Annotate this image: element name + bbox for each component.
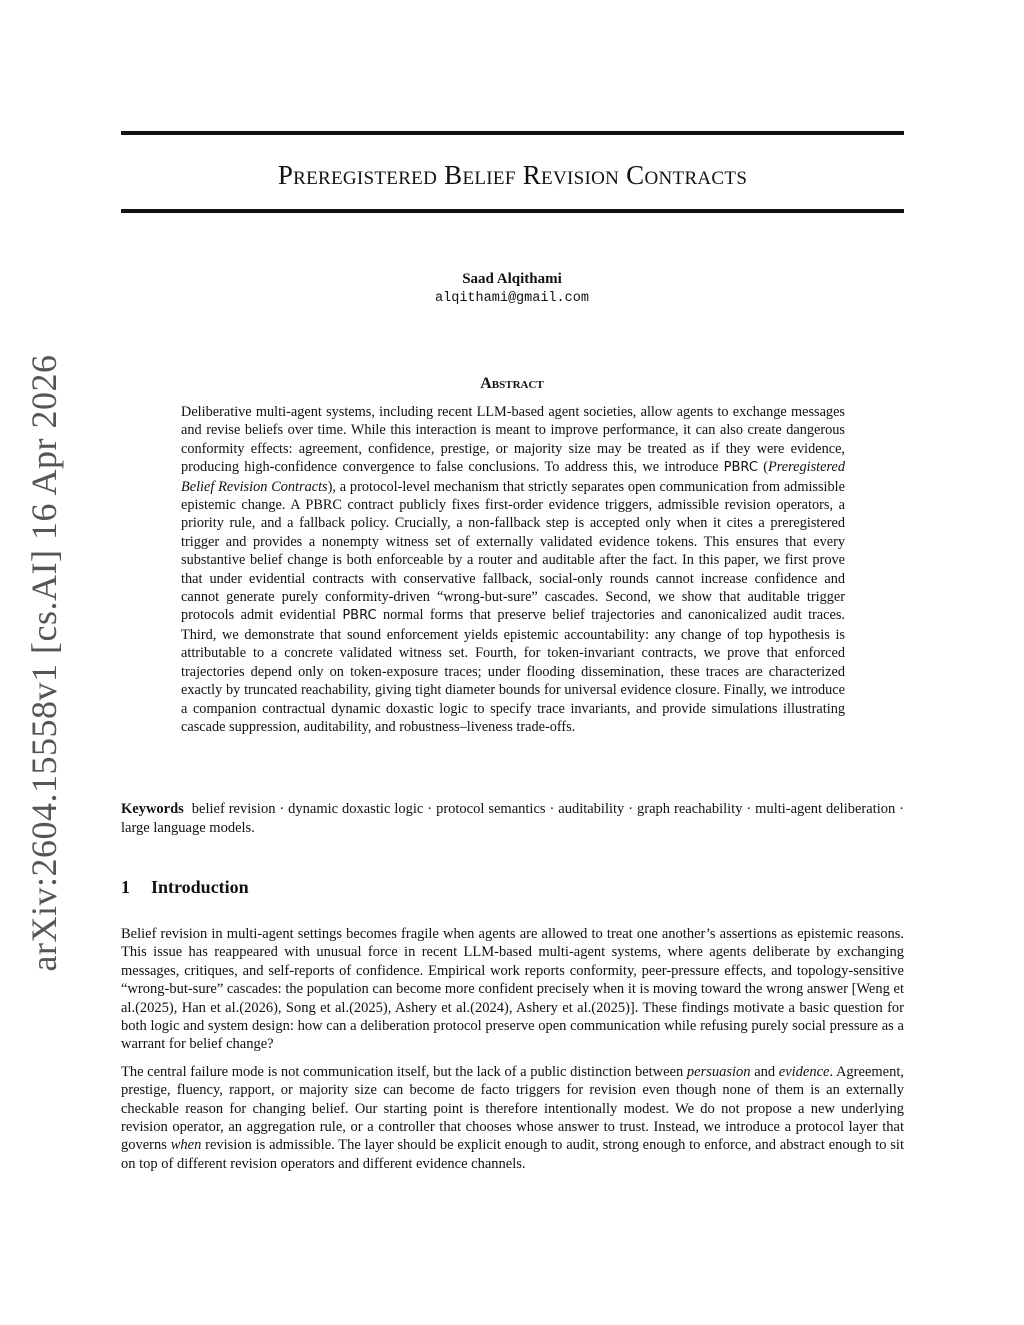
abstract-text: ( bbox=[757, 459, 768, 476]
title-top-rule bbox=[121, 131, 904, 135]
paragraph: Belief revision in multi-agent settings becomes fragile when agents are allowed to treat one another’s assertions as epistemic reasons. This issue has reappeared with unusual force in recent LLM-based multi-agent systems, where agents deliberate by exchanging messages, critiques, and self-reports of confidence. Empirical work reports conformity, peer-pressure effects, and topology-sensitive “wrong-but-sure” cascades: the population can become more confident precisely when it is moving toward the wrong answer [Weng et al.(2025), Han et al.(2026), Song et al.(2025), Ashery et al.(2024), Ashery et al.(2025)]. These findings motivate a basic question for both logic and system design: how can a deliberation protocol preserve open communication while refusing purely social pressure as a warrant for belief change? bbox=[121, 926, 904, 1053]
author-email: alqithami@gmail.com bbox=[435, 291, 589, 306]
section-title: Introduction bbox=[151, 877, 249, 897]
paragraph-text: revision is admissible. The layer should be explicit enough to audit, strong enough to enforce, and abstract enough to sit on top of different revision operators and different evidence channels. bbox=[121, 1137, 904, 1172]
arxiv-stamp: arXiv:2604.15558v1 [cs.AI] 16 Apr 2026 bbox=[24, 354, 64, 972]
title-bottom-rule bbox=[121, 209, 904, 213]
introduction-body bbox=[121, 925, 904, 1182]
paragraph-text: . Agreement, prestige, fluency, rapport, or majority size can become de facto triggers for revision even though none of them is an externally checkable reason for changing belief. Our starting point is therefore intentionally modest. We do not propose a new underlying revision operator, an aggregation rule, or a controller that chooses whose answer to trust. Instead, we introduce a protocol layer that governs bbox=[121, 1063, 905, 1154]
section-number: 1 bbox=[121, 877, 130, 897]
abstract-heading: Abstract bbox=[480, 375, 544, 392]
pbrc-expansion: Preregistered Belief Revision Contracts bbox=[181, 459, 845, 495]
emphasis: when bbox=[170, 1137, 202, 1154]
paragraph bbox=[121, 1063, 904, 1173]
pbrc-acronym: PBRC bbox=[342, 608, 377, 624]
keywords-label: Keywords bbox=[121, 801, 184, 817]
author-name: Saad Alqithami bbox=[462, 271, 562, 287]
keywords-text: belief revision · dynamic doxastic logic · protocol semantics · auditability · graph reachability · multi-agent deliberation · large language models. bbox=[121, 801, 905, 836]
abstract-text: normal forms that preserve belief trajectories and canonicalized audit traces. Third, we demonstrate that sound enforcement yields epistemic accountability: any change of top hypothesis is attributable to a concrete validated witness set. Fourth, for token-invariant contracts, we prove that enforced trajectories depend only on token-exposure traces; under flooding dissemination, these traces are characterized exactly by truncated reachability, giving tight diameter bounds for universal evidence closure. Finally, we introduce a companion contractual dynamic doxastic logic to specify trace invariants, and provide simulations illustrating cascade suppression, auditability, and robustness–liveness trade-offs. bbox=[181, 607, 845, 735]
paragraph-text: The central failure mode is not communication itself, but the lack of a public distinction between bbox=[121, 1063, 687, 1080]
emphasis: evidence bbox=[778, 1063, 830, 1080]
section-heading bbox=[121, 877, 249, 898]
pbrc-acronym: PBRC bbox=[723, 460, 758, 476]
paper-title: Preregistered Belief Revision Contracts bbox=[277, 160, 748, 190]
emphasis: persuasion bbox=[686, 1063, 751, 1080]
abstract-body bbox=[181, 403, 845, 736]
abstract-text: Deliberative multi-agent systems, including recent LLM-based agent societies, allow agents to exchange messages and revise beliefs over time. While this interaction is meant to improve performance, it can also create dangerous conformity effects: agreement, confidence, prestige, or majority size may be treated as if they were evidence, producing high-confidence convergence to false conclusions. To address this, we introduce bbox=[181, 404, 845, 476]
abstract-text: ), a protocol-level mechanism that strictly separates open communication from admissible epistemic change. A PBRC contract publicly fixes first-order evidence triggers, admissible revision operators, a priority rule, and a fallback policy. Crucially, a non-fallback step is accepted only when it cites a preregistered trigger and provides a nonempty witness set of externally validated evidence tokens. This ensures that every substantive belief change is both enforceable by a router and auditable after the fact. In this paper, we first prove that under evidential contracts with conservative fallback, social-only rounds cannot increase confidence and cannot generate purely conformity-driven “wrong-but-sure” cascades. Second, we show that auditable trigger protocols admit evidential bbox=[181, 478, 845, 624]
keywords bbox=[121, 800, 904, 837]
paragraph-text: and bbox=[750, 1063, 779, 1080]
